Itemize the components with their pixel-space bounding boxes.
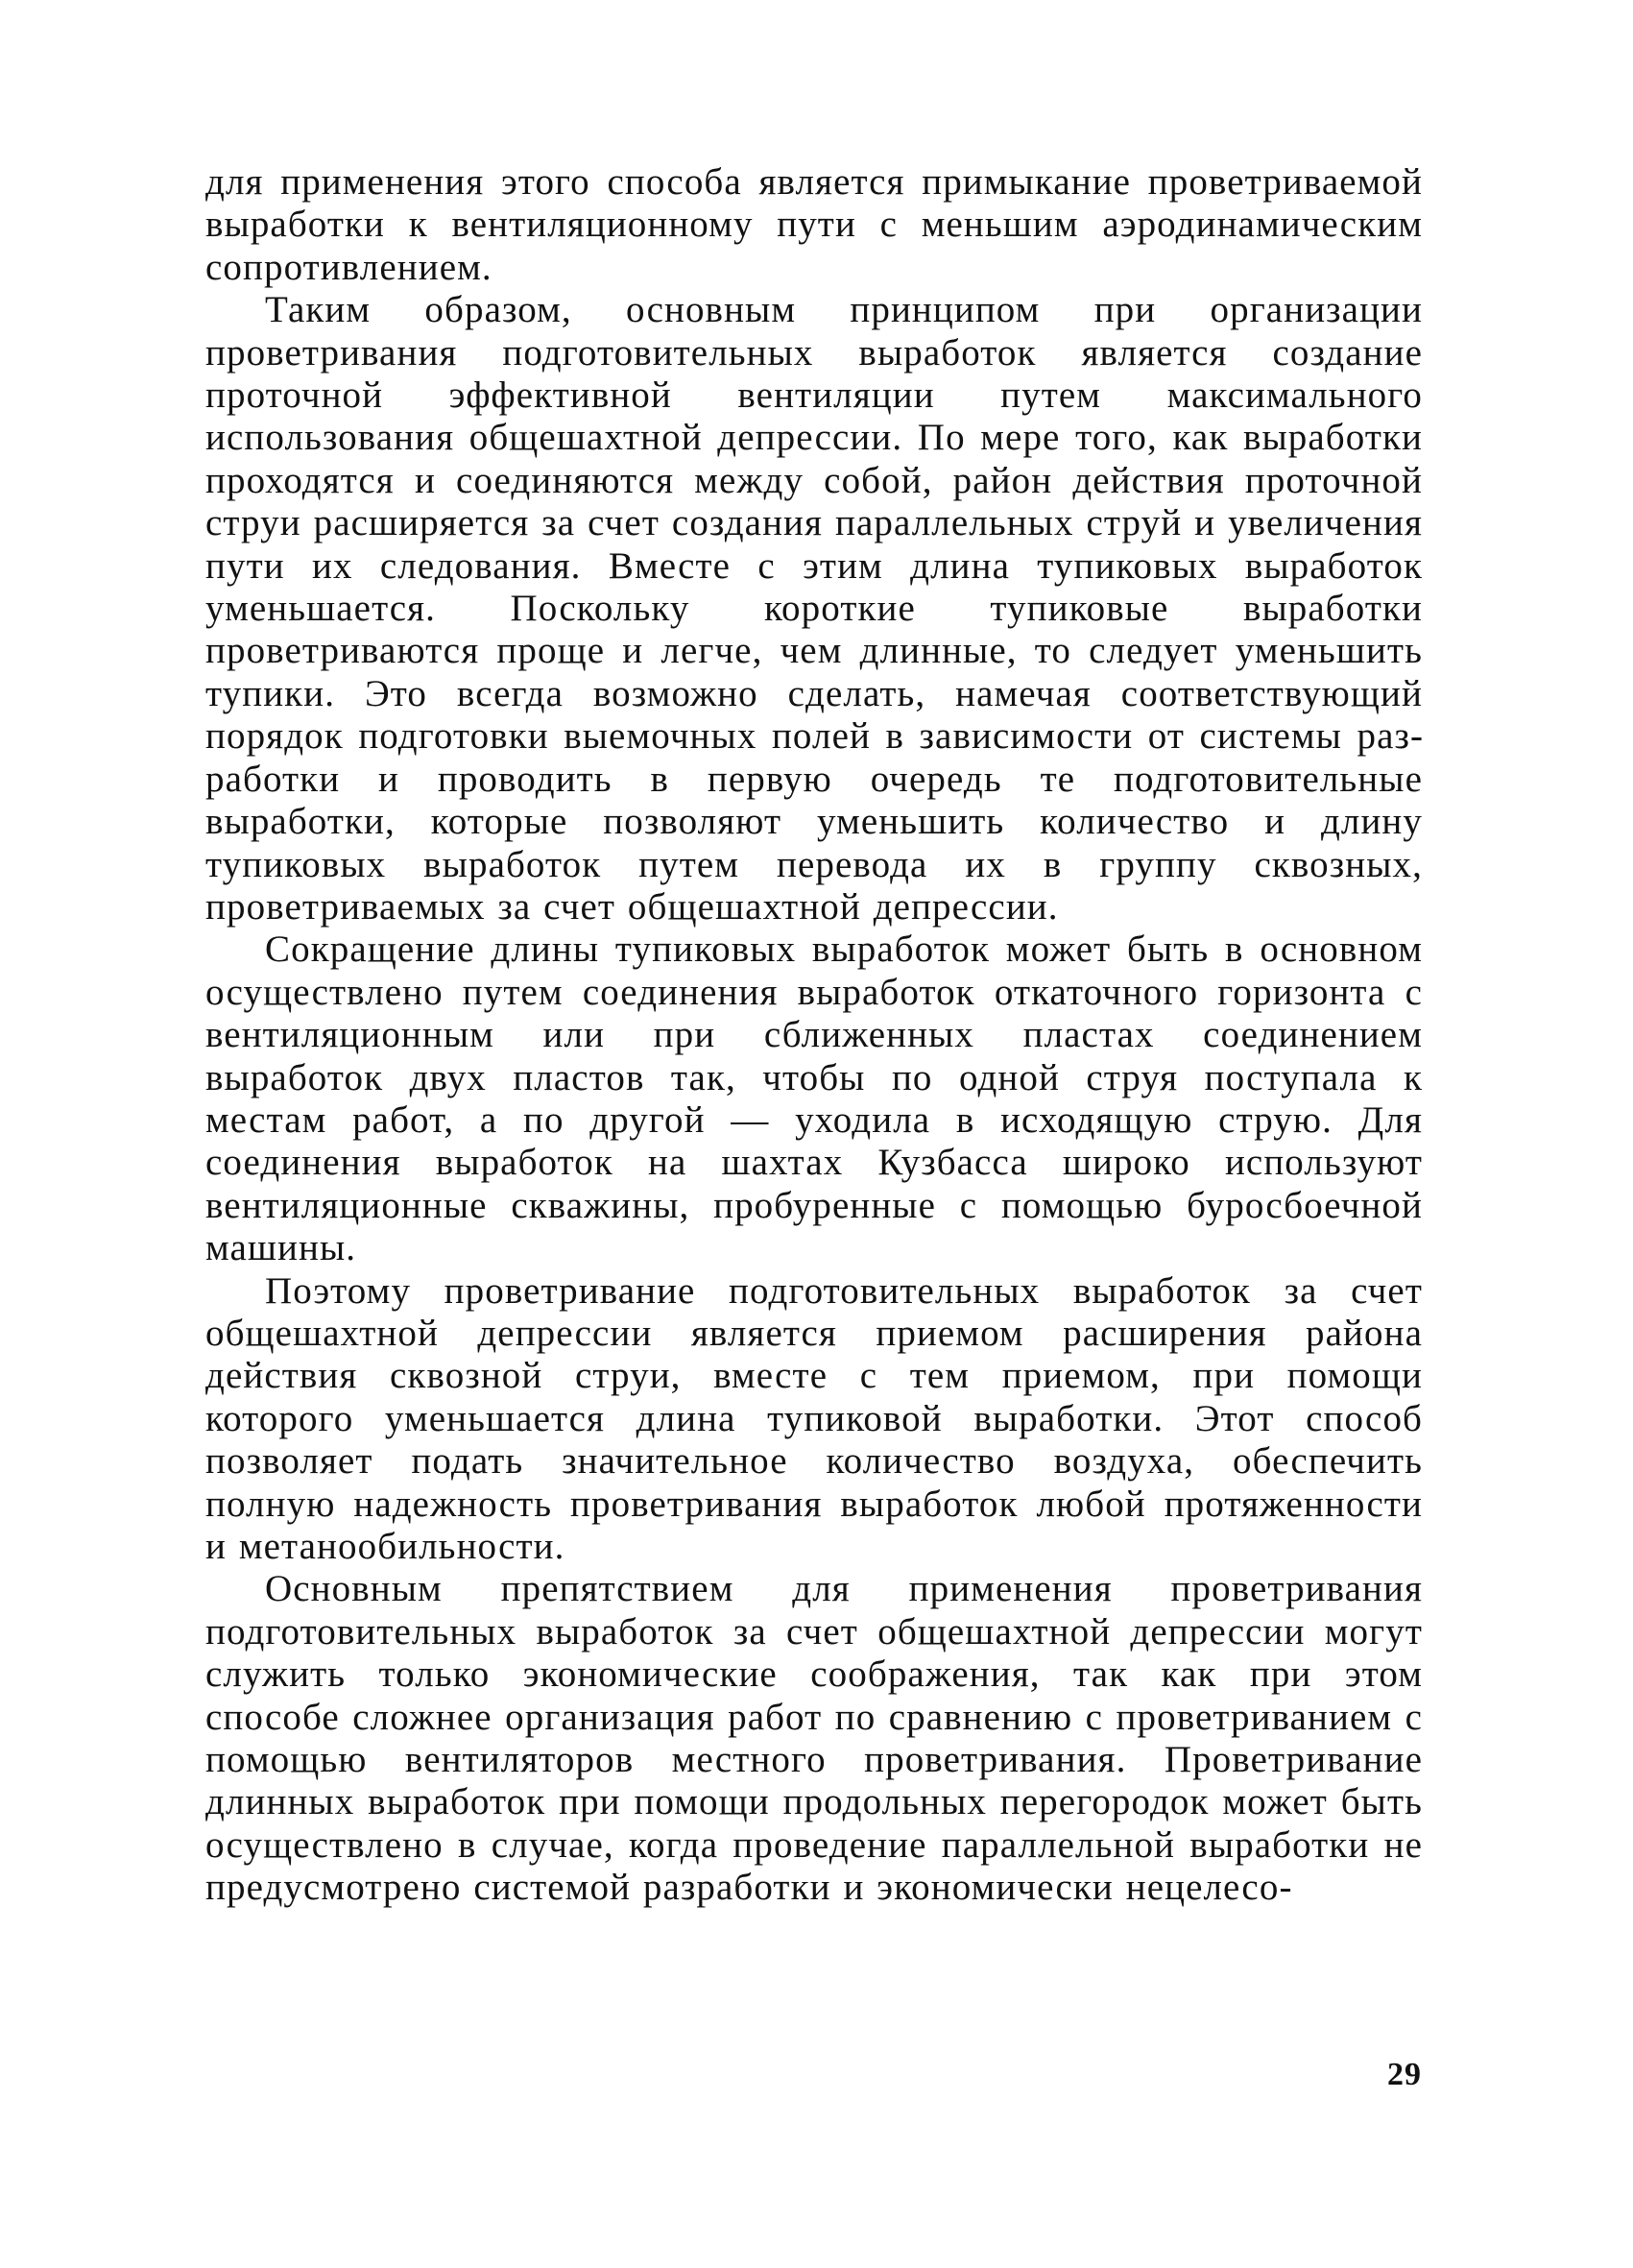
page-body — [205, 161, 1423, 1910]
paragraph-3: Сокращение длины тупиковых выработок может быть в основном осуществлено путем соединения выработок откаточного горизонта с вентиляционным или при сближенных пластах соединением выработок двух пластов так, чтобы по одной струя поступала к местам работ, а по другой — уходила в исходящую струю. Для соединения выработок на шахтах Кузбасса широко используют вентиляционные скважины, пробуренные с помощью буросбоечной машины. — [205, 929, 1423, 1269]
paragraph-2: Таким образом, основным принципом при организации проветривания подготовительных выработок является создание проточной эффективной вентиляции путем максимального использования общешахтной депрессии. По мере того, как выработки проходятся и соединяются между собой, район действия проточной струи расширяется за счет создания параллельных струй и увеличения пути их следования. Вместе с этим длина тупиковых выработок уменьшается. Поскольку короткие тупиковые выработки проветриваются проще и легче, чем длинные, то следует уменьшить тупики. Это всегда возможно сделать, намечая соответствующий порядок подготовки выемочных полей в зависимости от системы разработки и проводить в первую очередь те подготовительные выработки, которые позволяют уменьшить количество и длину тупиковых выработок путем перевода их в группу сквозных, проветриваемых за счет общешахтной депрессии. — [205, 289, 1423, 928]
page-number: 29 — [1387, 2057, 1422, 2092]
paragraph-1: для применения этого способа является примыкание проветриваемой выработки к вентиляционному пути с меньшим аэродинамическим сопротивлением. — [205, 161, 1423, 288]
paragraph-4: Поэтому проветривание подготовительных выработок за счет общешахтной депрессии является приемом расширения района действия сквозной струи, вместе с тем приемом, при помощи которого уменьшается длина тупиковой выработки. Этот способ позволяет подать значительное количество воздуха, обеспечить полную надежность проветривания выработок любой протяженности и метанообильности. — [205, 1269, 1423, 1567]
paragraph-5: Основным препятствием для применения проветривания подготовительных выработок за счет общешахтной депрессии могут служить только экономические соображения, так как при этом способе сложнее организация работ по сравнению с проветриванием с помощью вентиляторов местного проветривания. Проветривание длинных выработок при помощи продольных перегородок может быть осуществлено в случае, когда проведение параллельной выработки не предусмотрено системой разработки и экономически нецелесо- — [205, 1568, 1423, 1909]
